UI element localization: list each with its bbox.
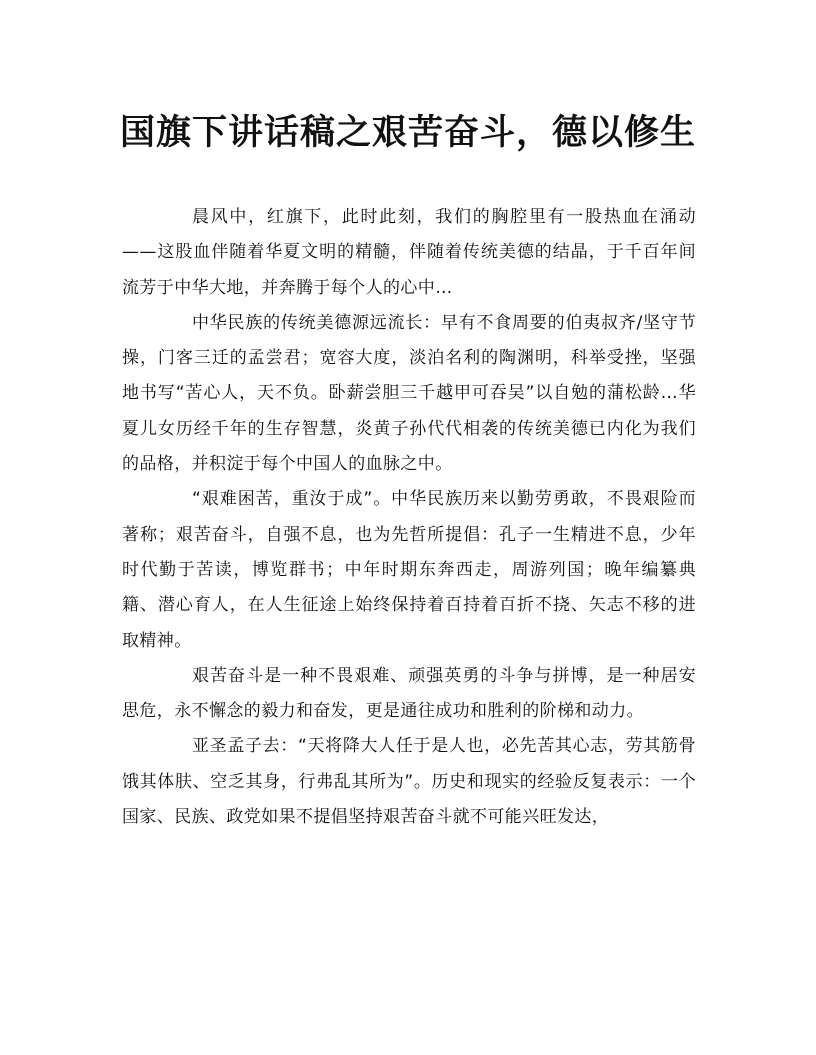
paragraph: 艰苦奋斗是一种不畏艰难、顽强英勇的斗争与拼博，是一种居安思危，永不懈念的毅力和奋发，更是通往成功和胜利的阶梯和动力。 (122, 665, 696, 722)
paragraph: 亚圣孟子去：“天将降大人任于是人也，必先苦其心志，劳其筋骨饿其体肤、空乏其身，行弗乱其所为”。历史和现实的经验反复表示：一个国家、民族、政党如果不提倡坚持艰苦奋斗就不可能兴旺发达， (122, 736, 696, 828)
paragraph: 中华民族的传统美德源远流长：早有不食周要的伯夷叔齐/坚守节操，门客三迁的孟尝君；宽容大度，淡泊名利的陶渊明，科举受挫，坚强地书写“苦心人，天不负。卧薪尝胆三千越甲可吞吴”以自勉的蒲松龄…华夏儿女历经千年的生存智慧，炎黄子孙代代相袭的传统美德已内化为我们的品格，并积淀于每个中国人的血脉之中。 (122, 312, 696, 475)
document-title: 国旗下讲话稿之艰苦奋斗，德以修生 (119, 112, 696, 153)
paragraph: 晨风中，红旗下，此时此刻，我们的胸腔里有一股热血在涌动——这股血伴随着华夏文明的精髓，伴随着传统美德的结晶，于千百年间流芳于中华大地，并奔腾于每个人的心中… (122, 207, 696, 298)
document-body (122, 200, 696, 835)
paragraph: “艰难困苦，重汝于成”。中华民族历来以勤劳勇敢，不畏艰险而著称；艰苦奋斗，自强不息，也为先哲所提倡：孔子一生精进不息，少年时代勤于苦读，博览群书；中年时期东奔西走，周游列国；晚年编纂典籍、潜心育人，在人生征途上始终保持着百持着百折不挠、矢志不移的进取精神。 (122, 489, 696, 651)
